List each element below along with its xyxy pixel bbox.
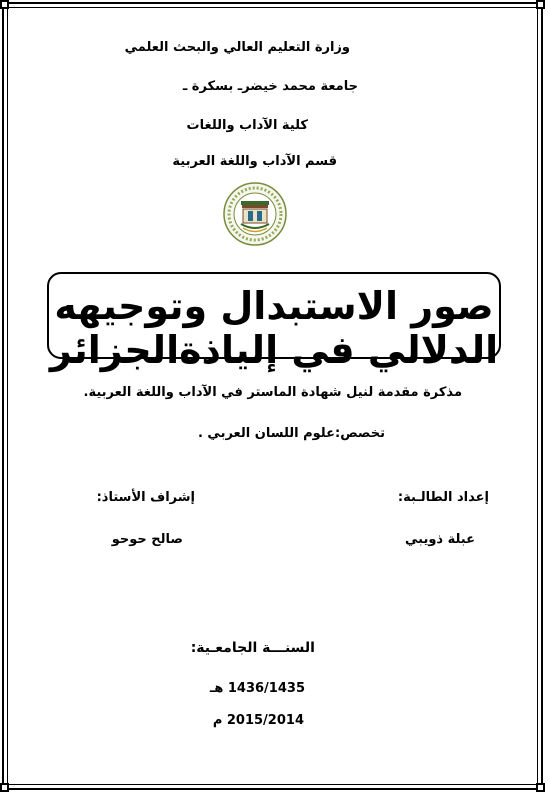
corner-ornament-top-right	[536, 0, 545, 9]
faculty-name: كلية الآداب واللغات	[186, 118, 308, 133]
corner-ornament-top-left	[0, 0, 9, 9]
ministry-name: وزارة التعليم العالي والبحث العلمي	[124, 40, 350, 55]
university-name: جامعة محمد خيضرـ بسكرة ـ	[182, 79, 358, 94]
department-name: قسم الآداب واللغة العربية	[172, 154, 337, 169]
prepared-by-label: إعداد الطالـبة:	[397, 490, 489, 505]
corner-ornament-bottom-left	[0, 783, 9, 792]
supervisor-name: صالح حوحو	[111, 532, 183, 547]
hijri-year: 1436/1435 هـ	[209, 681, 305, 696]
memo-description: مذكرة مقدمة لنيل شهادة الماستر في الآداب واللغة العربية.	[83, 385, 462, 400]
supervisor-label: إشراف الأستاذ:	[96, 490, 195, 505]
corner-ornament-bottom-right	[536, 783, 545, 792]
specialization: تخصص:علوم اللسان العربي .	[197, 426, 385, 441]
gregorian-year: 2015/2014 م	[212, 713, 304, 728]
student-name: عبلة ذويبي	[405, 532, 475, 547]
university-seal-icon	[223, 182, 287, 246]
thesis-title: صور الاستبدال وتوجيهه الدلالي في إلياذةالجزائر	[49, 284, 499, 372]
academic-year-label: السنـــة الجامعـية:	[190, 640, 315, 656]
